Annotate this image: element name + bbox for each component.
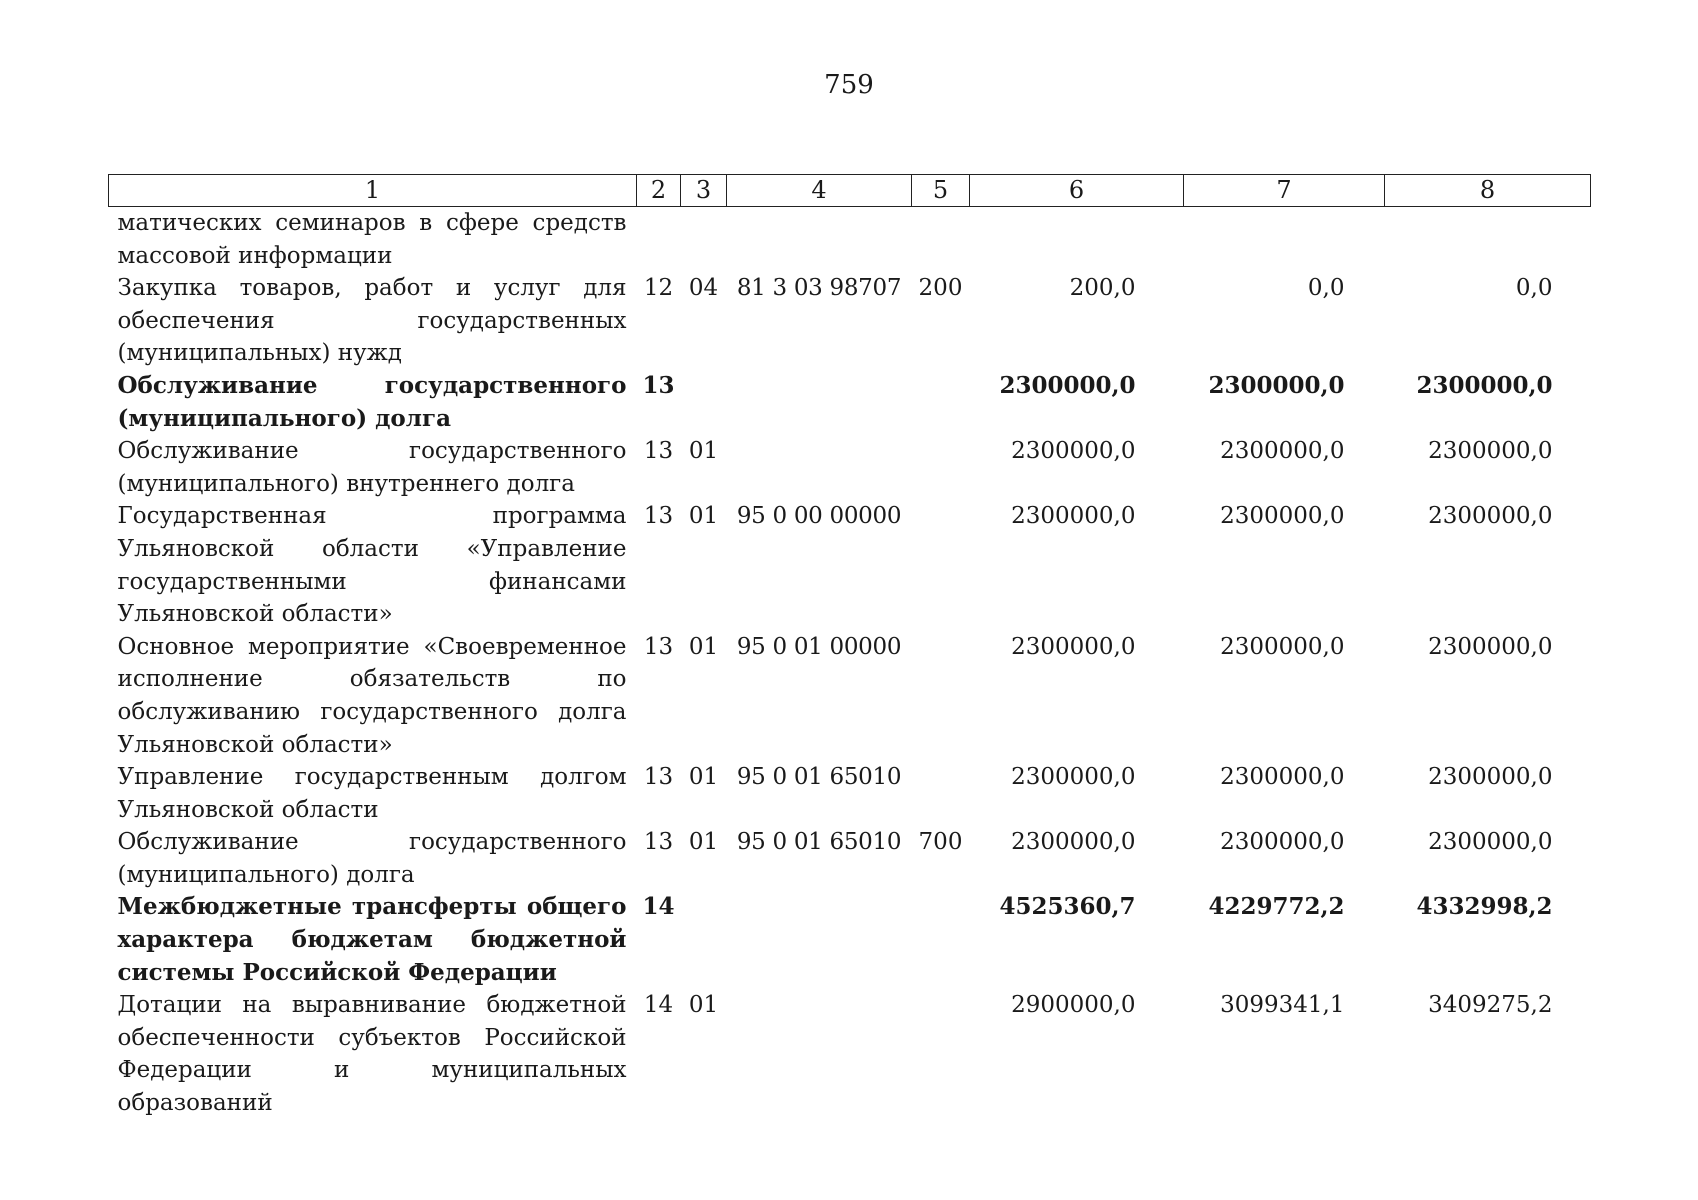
cell-amount-col7: 4229772,2 xyxy=(1208,893,1345,921)
cell-target-article: 95 0 00 00000 xyxy=(736,503,902,530)
cell-amount-col8 xyxy=(1385,207,1591,273)
row-name: Государственная программа Ульяновской области «Управление государственными финансами Ульяновской области» xyxy=(117,503,627,628)
cell-expense-type xyxy=(912,989,970,1119)
cell-expense-type xyxy=(912,500,970,630)
row-name: Межбюджетные трансферты общего характера бюджетам бюджетной системы Российской Федерации xyxy=(117,893,627,986)
cell-target-article xyxy=(727,207,912,273)
cell-section: 14 xyxy=(642,893,675,921)
table-row xyxy=(109,435,1591,500)
cell-section: 12 xyxy=(643,275,674,302)
cell-subsection: 04 xyxy=(688,275,719,302)
column-header-7: 7 xyxy=(1184,175,1385,207)
cell-subsection: 01 xyxy=(688,438,719,465)
table-row xyxy=(109,989,1591,1119)
cell-amount-col6: 4525360,7 xyxy=(999,893,1136,921)
cell-amount-col7 xyxy=(1184,207,1385,273)
cell-amount-col8: 2300000,0 xyxy=(1428,829,1553,856)
column-header-5: 5 xyxy=(912,175,970,207)
cell-amount-col6: 2900000,0 xyxy=(1011,992,1136,1019)
cell-amount-col8: 2300000,0 xyxy=(1428,764,1553,791)
cell-amount-col6 xyxy=(970,207,1184,273)
row-name: Основное мероприятие «Своевременное исполнение обязательств по обслуживанию государственного долга Ульяновской области» xyxy=(117,633,627,758)
table-row xyxy=(109,761,1591,826)
cell-subsection: 01 xyxy=(688,633,719,660)
cell-expense-type xyxy=(912,631,970,761)
table-row xyxy=(109,631,1591,761)
cell-expense-type: 700 xyxy=(918,829,963,856)
cell-amount-col8: 2300000,0 xyxy=(1428,503,1553,530)
table-row xyxy=(109,207,1591,273)
cell-section: 13 xyxy=(643,503,674,530)
cell-amount-col8: 2300000,0 xyxy=(1428,438,1553,465)
cell-section xyxy=(637,207,681,273)
cell-target-article xyxy=(727,370,912,435)
cell-amount-col7: 2300000,0 xyxy=(1208,371,1345,399)
column-header-8: 8 xyxy=(1385,175,1591,207)
cell-target-article xyxy=(727,435,912,500)
cell-expense-type xyxy=(912,891,970,989)
column-header-3: 3 xyxy=(681,175,727,207)
row-name: Обслуживание государственного (муниципального) долга xyxy=(117,829,627,888)
cell-section: 14 xyxy=(643,992,674,1019)
row-name: Управление государственным долгом Ульяновской области xyxy=(117,764,627,823)
cell-amount-col6: 2300000,0 xyxy=(1011,438,1136,465)
cell-amount-col8: 4332998,2 xyxy=(1416,893,1553,921)
cell-amount-col8: 0,0 xyxy=(1515,275,1553,302)
cell-subsection: 01 xyxy=(688,764,719,791)
page-number: 759 xyxy=(824,70,874,100)
row-name: Обслуживание государственного (муниципального) внутреннего долга xyxy=(117,438,627,497)
table-row xyxy=(109,826,1591,891)
cell-target-article: 95 0 01 00000 xyxy=(736,633,902,660)
cell-section: 13 xyxy=(643,633,674,660)
cell-expense-type xyxy=(912,370,970,435)
cell-amount-col6: 200,0 xyxy=(1069,275,1136,302)
cell-amount-col8: 2300000,0 xyxy=(1428,633,1553,660)
cell-amount-col6: 2300000,0 xyxy=(1011,829,1136,856)
cell-subsection: 01 xyxy=(688,829,719,856)
cell-amount-col8: 2300000,0 xyxy=(1416,371,1553,399)
column-header-6: 6 xyxy=(970,175,1184,207)
table-row xyxy=(109,272,1591,370)
cell-section: 13 xyxy=(643,438,674,465)
cell-section: 13 xyxy=(642,371,675,399)
cell-section: 13 xyxy=(643,829,674,856)
cell-amount-col6: 2300000,0 xyxy=(999,371,1136,399)
column-number-header xyxy=(109,175,1591,207)
budget-table xyxy=(108,174,1591,1120)
cell-target-article: 95 0 01 65010 xyxy=(736,829,902,856)
cell-amount-col6: 2300000,0 xyxy=(1011,764,1136,791)
cell-target-article xyxy=(727,891,912,989)
column-header-4: 4 xyxy=(727,175,912,207)
row-name: Дотации на выравнивание бюджетной обеспеченности субъектов Российской Федерации и муниципальных образований xyxy=(117,992,627,1117)
cell-amount-col6: 2300000,0 xyxy=(1011,503,1136,530)
cell-subsection xyxy=(681,207,727,273)
cell-amount-col8: 3409275,2 xyxy=(1428,992,1553,1019)
cell-expense-type: 200 xyxy=(918,275,963,302)
cell-expense-type xyxy=(912,435,970,500)
table-row xyxy=(109,370,1591,435)
cell-amount-col6: 2300000,0 xyxy=(1011,633,1136,660)
row-name: Закупка товаров, работ и услуг для обеспечения государственных (муниципальных) нужд xyxy=(117,275,627,367)
cell-subsection xyxy=(681,370,727,435)
cell-amount-col7: 2300000,0 xyxy=(1220,633,1345,660)
cell-subsection: 01 xyxy=(688,992,719,1019)
row-name: матических семинаров в сфере средств массовой информации xyxy=(117,210,627,269)
cell-amount-col7: 2300000,0 xyxy=(1220,764,1345,791)
cell-amount-col7: 3099341,1 xyxy=(1220,992,1345,1019)
column-header-2: 2 xyxy=(637,175,681,207)
table-row xyxy=(109,500,1591,630)
cell-amount-col7: 0,0 xyxy=(1307,275,1345,302)
cell-expense-type xyxy=(912,207,970,273)
table-row xyxy=(109,891,1591,989)
cell-target-article xyxy=(727,989,912,1119)
cell-expense-type xyxy=(912,761,970,826)
cell-amount-col7: 2300000,0 xyxy=(1220,829,1345,856)
table-body xyxy=(109,207,1591,1120)
row-name: Обслуживание государственного (муниципального) долга xyxy=(117,371,627,432)
cell-subsection: 01 xyxy=(688,503,719,530)
cell-section: 13 xyxy=(643,764,674,791)
cell-target-article: 81 3 03 98707 xyxy=(736,275,902,302)
cell-amount-col7: 2300000,0 xyxy=(1220,503,1345,530)
cell-target-article: 95 0 01 65010 xyxy=(736,764,902,791)
cell-amount-col7: 2300000,0 xyxy=(1220,438,1345,465)
cell-subsection xyxy=(681,891,727,989)
column-header-1: 1 xyxy=(109,175,637,207)
